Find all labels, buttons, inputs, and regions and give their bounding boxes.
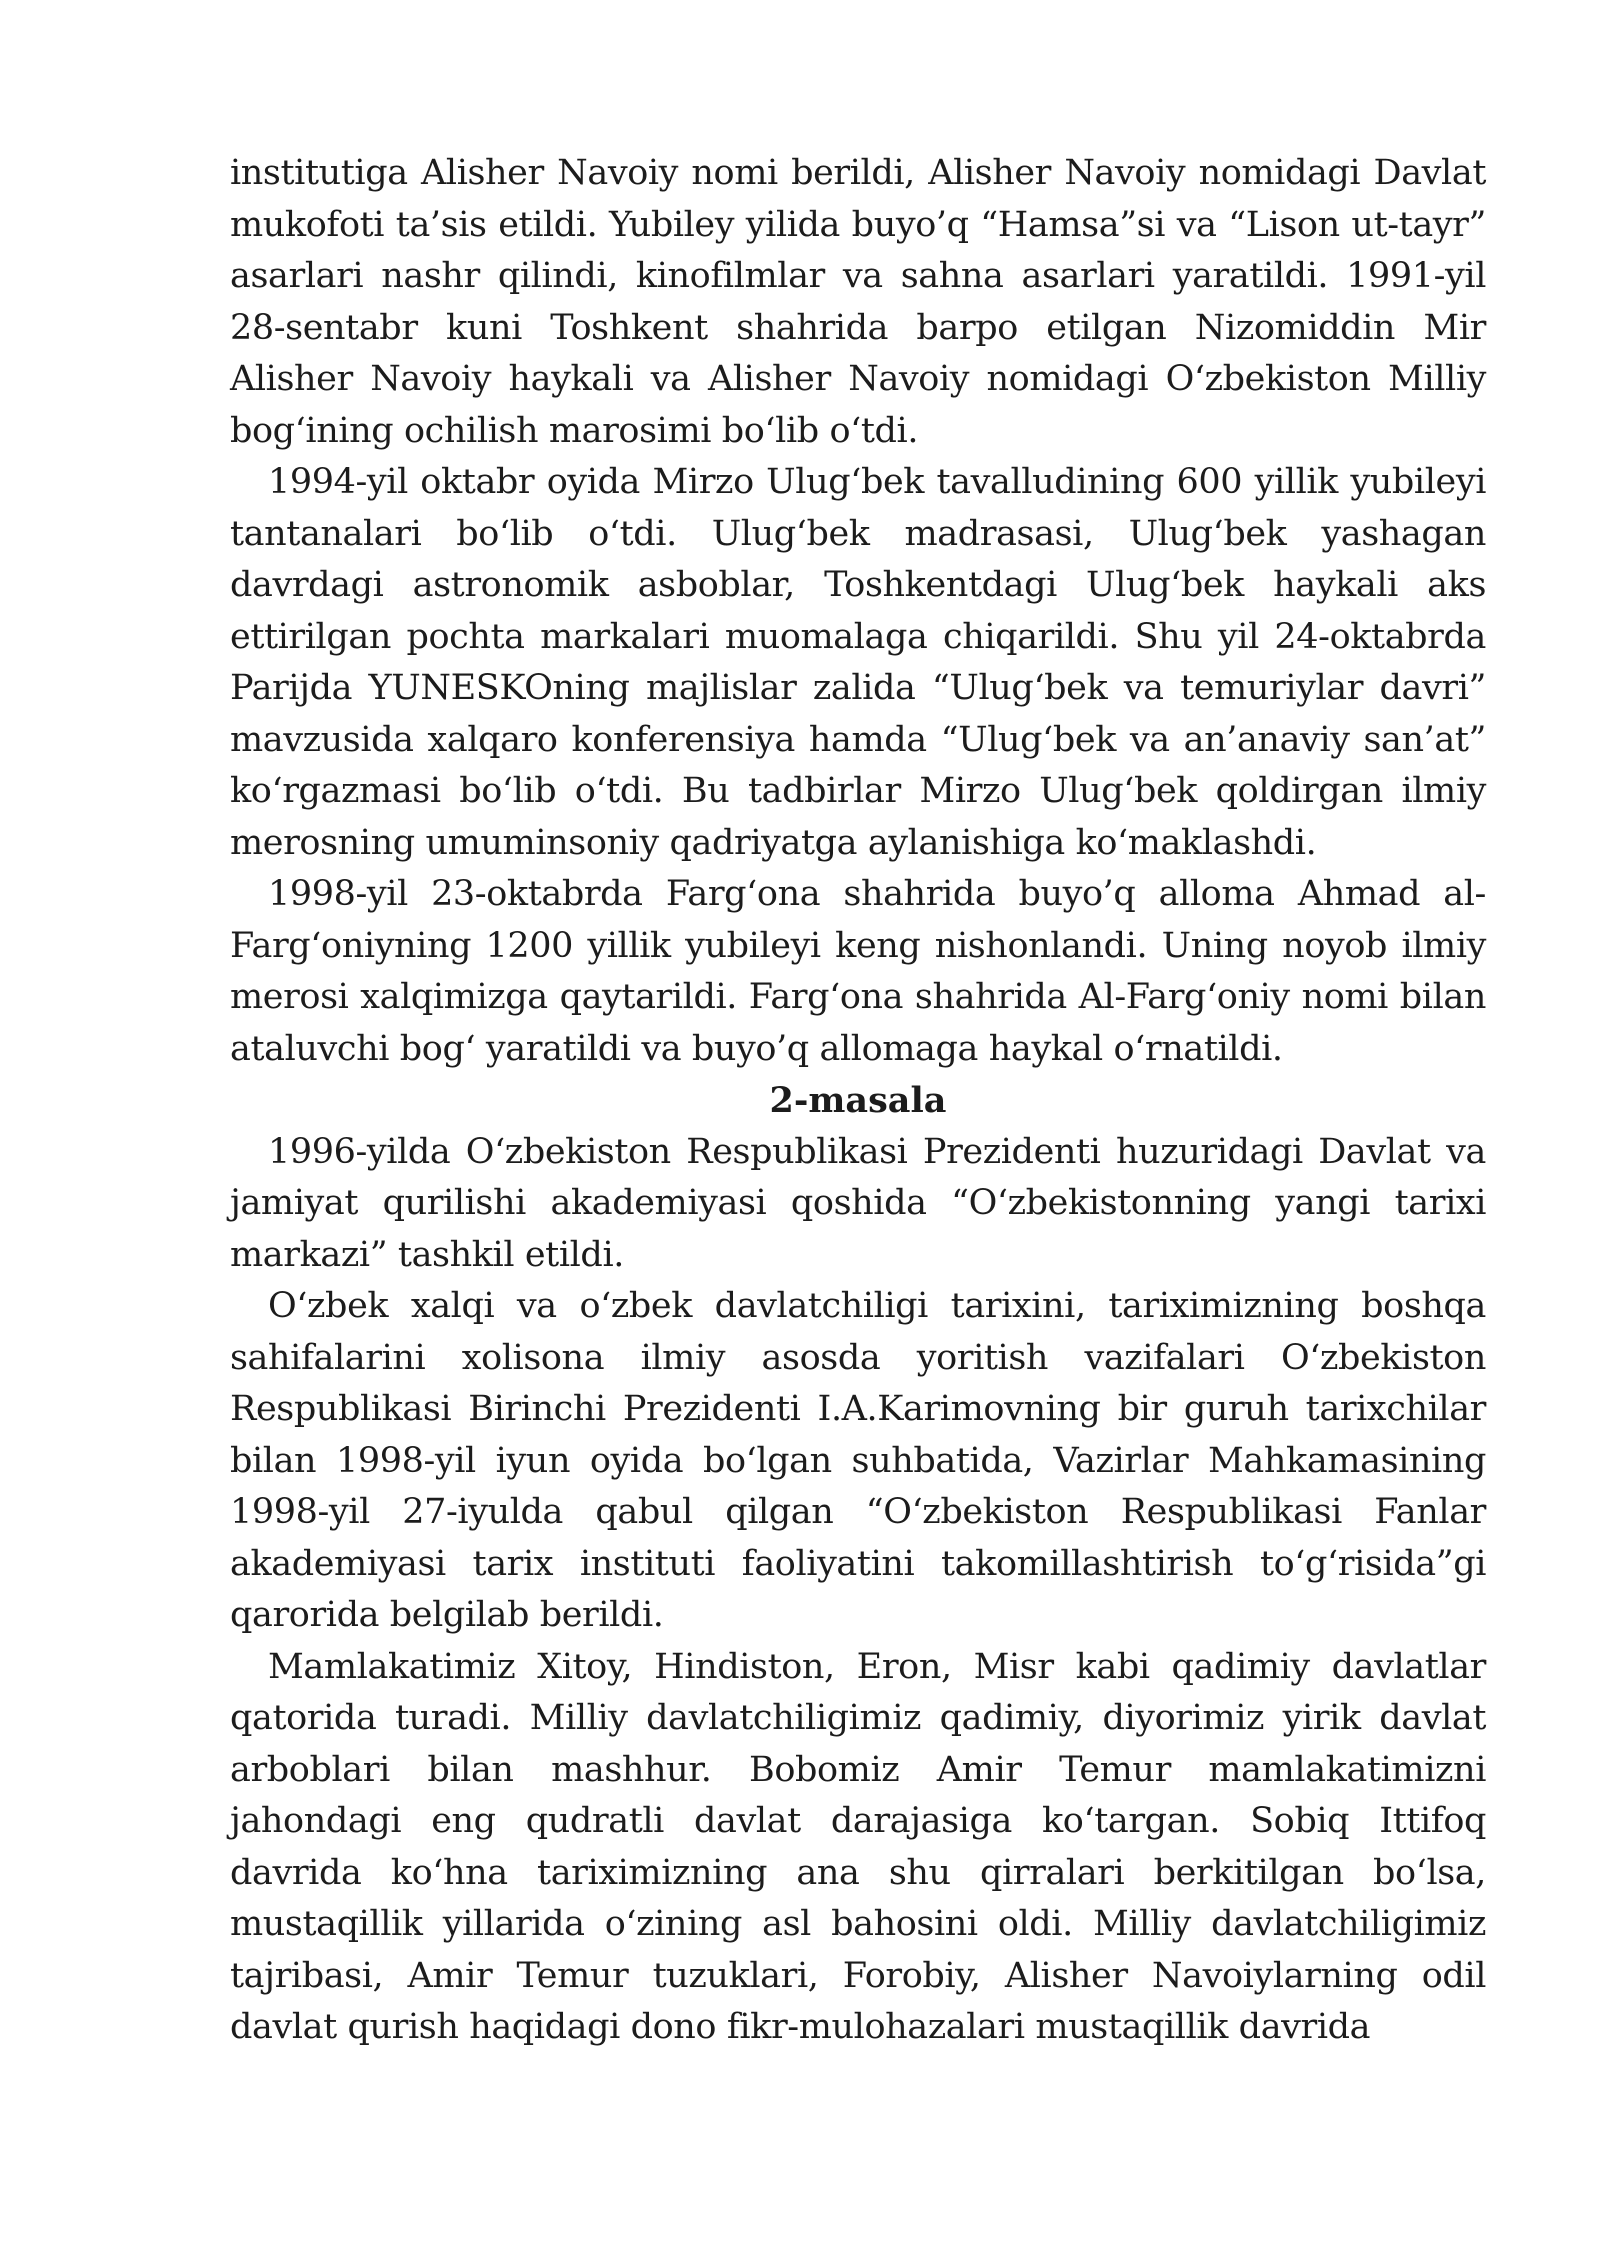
section-heading: 2-masala (769, 1080, 947, 1121)
paragraph-fargoniy: 1998-yil 23-oktabrda Farg‘ona shahrida buyo’q alloma Ahmad al-Farg‘oniyning 1200 yillik yubileyi keng nishonlandi. Uning noyob ilmiy merosi xalqimizga qaytarildi. Farg‘ona shahrida Al-Farg‘oniy nomi bilan ataluvchi bog‘ yaratildi va buyo’q allomaga haykal o‘rnatildi. (230, 874, 1486, 1069)
paragraph-navoiy: institutiga Alisher Navoiy nomi berildi, Alisher Navoiy nomidagi Davlat mukofoti ta’sis etildi. Yubiley yilida buyo’q “Hamsa”si va “Lison ut-tayr” asarlari nashr qilindi, kinofilmlar va sahna asarlari yaratildi. 1991-yil 28-sentabr kuni Toshkent shahrida barpo etilgan Nizomiddin Mir Alisher Navoiy haykali va Alisher Navoiy nomidagi O‘zbekiston Milliy bog‘ining ochilish marosimi bo‘lib o‘tdi. (230, 153, 1486, 451)
document-page (230, 148, 1486, 2054)
paragraph-statehood-history: O‘zbek xalqi va o‘zbek davlatchiligi tarixini, tariximizning boshqa sahifalarini xolisona ilmiy asosda yoritish vazifalari O‘zbekiston Respublikasi Birinchi Prezidenti I.A.Karimovning bir guruh tarixchilar bilan 1998-yil iyun oyida bo‘lgan suhbatida, Vazirlar Mahkamasining 1998-yil 27-iyulda qabul qilgan “O‘zbekiston Respublikasi Fanlar akademiyasi tarix instituti faoliyatini takomillashtirish to‘g‘risida”gi qarorida belgilab berildi. (230, 1286, 1486, 1635)
paragraph-ulugbek: 1994-yil oktabr oyida Mirzo Ulug‘bek tavalludining 600 yillik yubileyi tantanalari bo‘lib o‘tdi. Ulug‘bek madrasasi, Ulug‘bek yashagan davrdagi astronomik asboblar, Toshkentdagi Ulug‘bek haykali aks ettirilgan pochta markalari muomalaga chiqarildi. Shu yil 24-oktabrda Parijda YUNESKOning majlislar zalida “Ulug‘bek va temuriylar davri” mavzusida xalqaro konferensiya hamda “Ulug‘bek va an’anaviy san’at” ko‘rgazmasi bo‘lib o‘tdi. Bu tadbirlar Mirzo Ulug‘bek qoldirgan ilmiy merosning umuminsoniy qadriyatga aylanishiga ko‘maklashdi. (230, 462, 1486, 863)
paragraph-new-history-center: 1996-yilda O‘zbekiston Respublikasi Prezidenti huzuridagi Davlat va jamiyat qurilishi akademiyasi qoshida “O‘zbekistonning yangi tarixi markazi” tashkil etildi. (230, 1131, 1486, 1275)
paragraph-ancient-states: Mamlakatimiz Xitoy, Hindiston, Eron, Misr kabi qadimiy davlatlar qatorida turadi. Milliy davlatchiligimiz qadimiy, diyorimiz yirik davlat arboblari bilan mashhur. Bobomiz Amir Temur mamlakatimizni jahondagi eng qudratli davlat darajasiga ko‘targan. Sobiq Ittifoq davrida ko‘hna tariximizning ana shu qirralari berkitilgan bo‘lsa, mustaqillik yillarida o‘zining asl bahosini oldi. Milliy davlatchiligimiz tajribasi, Amir Temur tuzuklari, Forobiy, Alisher Navoiylarning odil davlat qurish haqidagi dono fikr-mulohazalari mustaqillik davrida (230, 1646, 1486, 2047)
